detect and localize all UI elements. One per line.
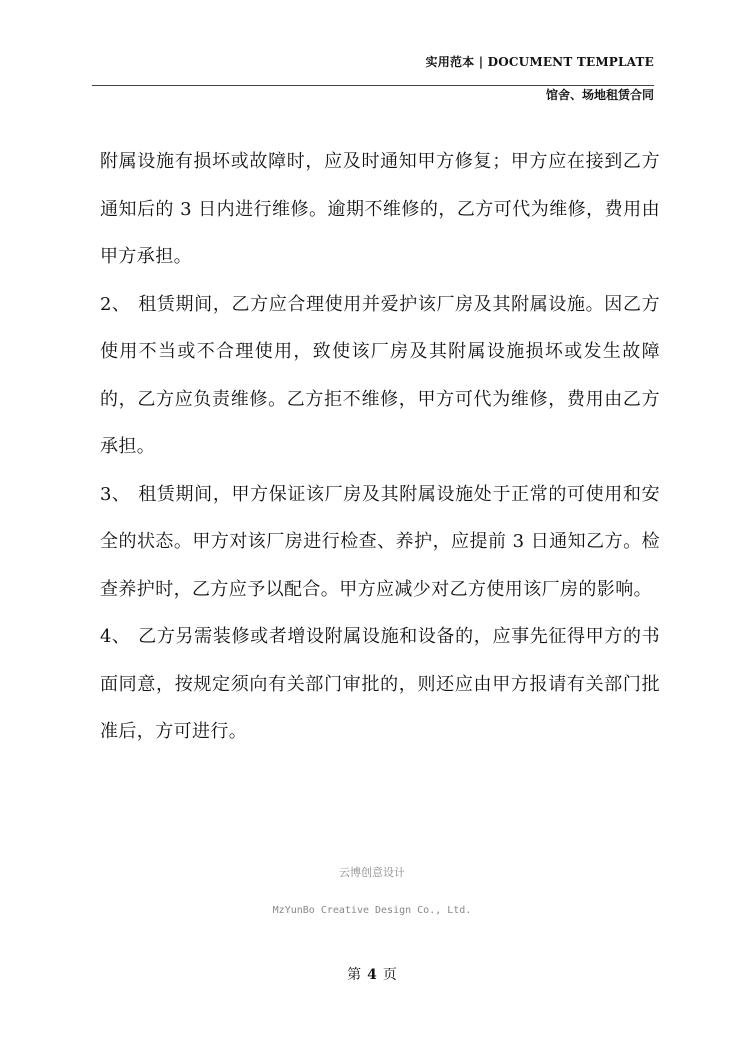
clause-3: [100, 471, 660, 614]
document-body: [100, 138, 660, 756]
clause-4: [100, 613, 660, 756]
page-number-value: 4: [367, 967, 377, 983]
page-number-prefix: 第: [347, 967, 362, 983]
clause-number: 4、: [100, 626, 131, 647]
paragraph-text: 附属设施有损坏或故障时，应及时通知甲方修复；甲方应在接到乙方通知后的 3 日内进行维修。逾期不维修的，乙方可代为维修，费用由甲方承担。: [100, 151, 660, 267]
footer-company-name-english: MzYunBo Creative Design Co., Ltd.: [272, 905, 472, 916]
document-title: 馆舍、场地租赁合同: [545, 88, 654, 102]
clause-number: 2、: [100, 293, 131, 315]
clause-text: 乙方另需装修或者增设附属设施和设备的，应事先征得甲方的书面同意，按规定须向有关部门审批的，则还应由甲方报请有关部门批准后，方可进行。: [100, 626, 660, 742]
clause-number: 3、: [100, 483, 131, 505]
page-number-suffix: 页: [382, 967, 397, 983]
footer-company-name: 云博创意设计: [339, 866, 405, 879]
clause-text: 租赁期间，甲方保证该厂房及其附属设施处于正常的可使用和安全的状态。甲方对该厂房进行检查、养护，应提前 3 日通知乙方。检查养护时，乙方应予以配合。甲方应减少对乙方使用该厂房的影响。: [100, 483, 660, 600]
clause-2: [100, 281, 660, 471]
page-number: [0, 964, 744, 984]
header-title: 实用范本 | DOCUMENT TEMPLATE: [425, 55, 654, 69]
clause-text: 租赁期间，乙方应合理使用并爱护该厂房及其附属设施。因乙方使用不当或不合理使用，致使该厂房及其附属设施损坏或发生故障的，乙方应负责维修。乙方拒不维修，甲方可代为维修，费用由乙方承担。: [100, 293, 660, 457]
paragraph-continued: [100, 138, 660, 281]
